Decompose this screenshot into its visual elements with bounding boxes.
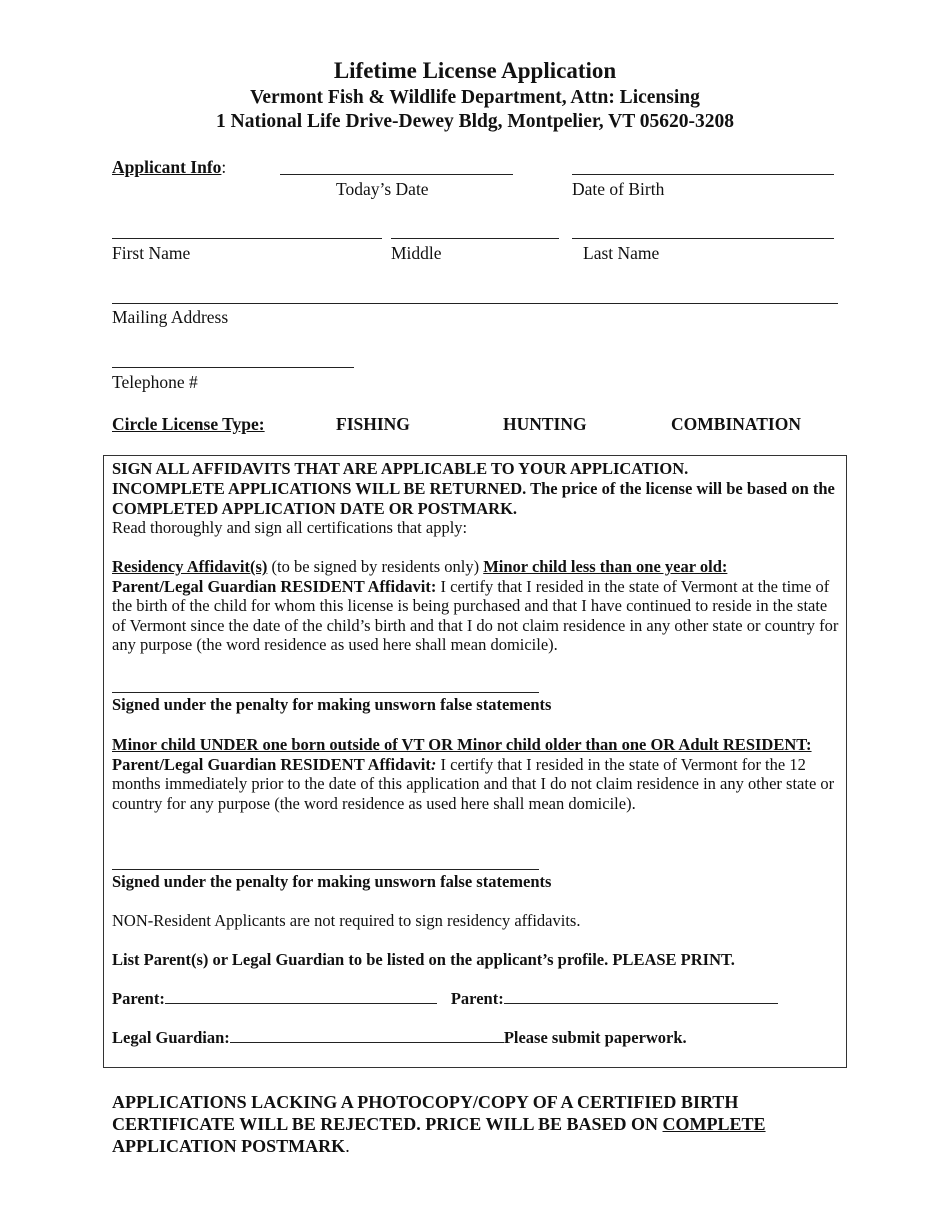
mailing-address-field[interactable] [112, 303, 838, 304]
signature-line-2[interactable] [112, 869, 539, 870]
residency-affidavit-heading: Residency Affidavit(s) [112, 557, 268, 576]
list-parents-instruction: List Parent(s) or Legal Guardian to be listed on the applicant’s profile. PLEASE PRINT. [112, 950, 735, 969]
submit-paperwork-note: Please submit paperwork. [503, 1028, 687, 1047]
guardian-affidavit-2-text: I certify that I resided in the state of Vermont for the 12 months immediately prior to the date of this application and that I do not claim residence in any other state or country for any purpose (the word residence as used here shall mean domicile). [112, 754, 835, 813]
license-option-fishing[interactable]: FISHING [336, 414, 410, 434]
license-option-combination[interactable]: COMBINATION [671, 414, 801, 434]
todays-date-label: Today’s Date [336, 179, 429, 199]
footer-warning-underlined: COMPLETE [662, 1114, 766, 1134]
department-name: Vermont Fish & Wildlife Department, Attn: Licensing [250, 87, 700, 108]
parent-1-label: Parent: [112, 989, 165, 1008]
residency-affidavit-2 [112, 735, 842, 813]
residency-affidavit-1 [112, 557, 842, 655]
signature-line-1[interactable] [112, 692, 539, 693]
affidavit-read-note: Read thoroughly and sign all certifications that apply: [112, 518, 468, 537]
nonresident-note: NON-Resident Applicants are not required to sign residency affidavits. [112, 911, 581, 930]
parents-row [112, 989, 842, 1009]
signature-caption-1: Signed under the penalty for making unsworn false statements [112, 695, 552, 714]
affidavit-instructions-1: SIGN ALL AFFIDAVITS THAT ARE APPLICABLE TO YOUR APPLICATION. [112, 459, 689, 478]
footer-warning-period: . [345, 1136, 350, 1156]
todays-date-field[interactable] [280, 174, 513, 175]
adult-resident-heading: Minor child UNDER one born outside of VT OR Minor child older than one OR Adult RESIDENT: [112, 735, 812, 754]
license-type-label: Circle License Type: [112, 414, 265, 434]
middle-name-label: Middle [391, 243, 442, 263]
middle-name-field[interactable] [391, 238, 559, 239]
last-name-label: Last Name [583, 243, 660, 263]
footer-warning [112, 1091, 832, 1157]
license-option-hunting[interactable]: HUNTING [503, 414, 587, 434]
guardian-affidavit-text: I certify that I resided in the state of Vermont at the time of the birth of the child for whom this license is being purchased and that I have continued to reside in the state of Vermont since the date of the child’s birth and that I do not claim residence in any other state or country for any purpose (the word residence as used here shall mean domicile). [112, 576, 839, 655]
guardian-affidavit-label: Parent/Legal Guardian RESIDENT Affidavit: [112, 576, 437, 596]
first-name-field[interactable] [112, 238, 382, 239]
footer-warning-text-1: APPLICATIONS LACKING A PHOTOCOPY/COPY OF A CERTIFIED BIRTH CERTIFICATE WILL BE REJECTED. PRICE WILL BE BASED ON [112, 1092, 739, 1134]
telephone-label: Telephone # [112, 372, 198, 392]
affidavit-instructions-2: INCOMPLETE APPLICATIONS WILL BE RETURNED. The price of the license will be based on the COMPLETED APPLICATION DATE OR POSTMARK. [112, 479, 835, 518]
parent-2-field[interactable] [504, 989, 778, 1004]
date-of-birth-field[interactable] [572, 174, 834, 175]
parent-2-label: Parent: [450, 989, 504, 1008]
parent-1-field[interactable] [165, 989, 437, 1004]
guardian-row [112, 1028, 842, 1048]
applicant-info-heading [112, 157, 226, 178]
footer-warning-text-2: APPLICATION POSTMARK [112, 1136, 346, 1156]
guardian-affidavit-2-label: Parent/Legal Guardian RESIDENT Affidavit [112, 754, 431, 774]
page-title: Lifetime License Application [333, 58, 617, 83]
legal-guardian-label: Legal Guardian: [112, 1028, 230, 1047]
applicant-info-label: Applicant Info [112, 157, 222, 177]
mailing-address-label: Mailing Address [112, 307, 229, 327]
department-address: 1 National Life Drive-Dewey Bldg, Montpelier, VT 05620-3208 [216, 111, 734, 132]
signature-caption-2: Signed under the penalty for making unsworn false statements [112, 872, 552, 891]
last-name-field[interactable] [572, 238, 834, 239]
first-name-label: First Name [112, 243, 191, 263]
applicant-info-colon: : [221, 157, 227, 177]
residency-affidavit-note: (to be signed by residents only) [267, 557, 484, 576]
telephone-field[interactable] [112, 367, 354, 368]
minor-under-one-heading: Minor child less than one year old: [483, 557, 728, 576]
guardian-affidavit-2-colon: : [430, 754, 437, 774]
legal-guardian-field[interactable] [230, 1028, 504, 1043]
date-of-birth-label: Date of Birth [572, 179, 665, 199]
